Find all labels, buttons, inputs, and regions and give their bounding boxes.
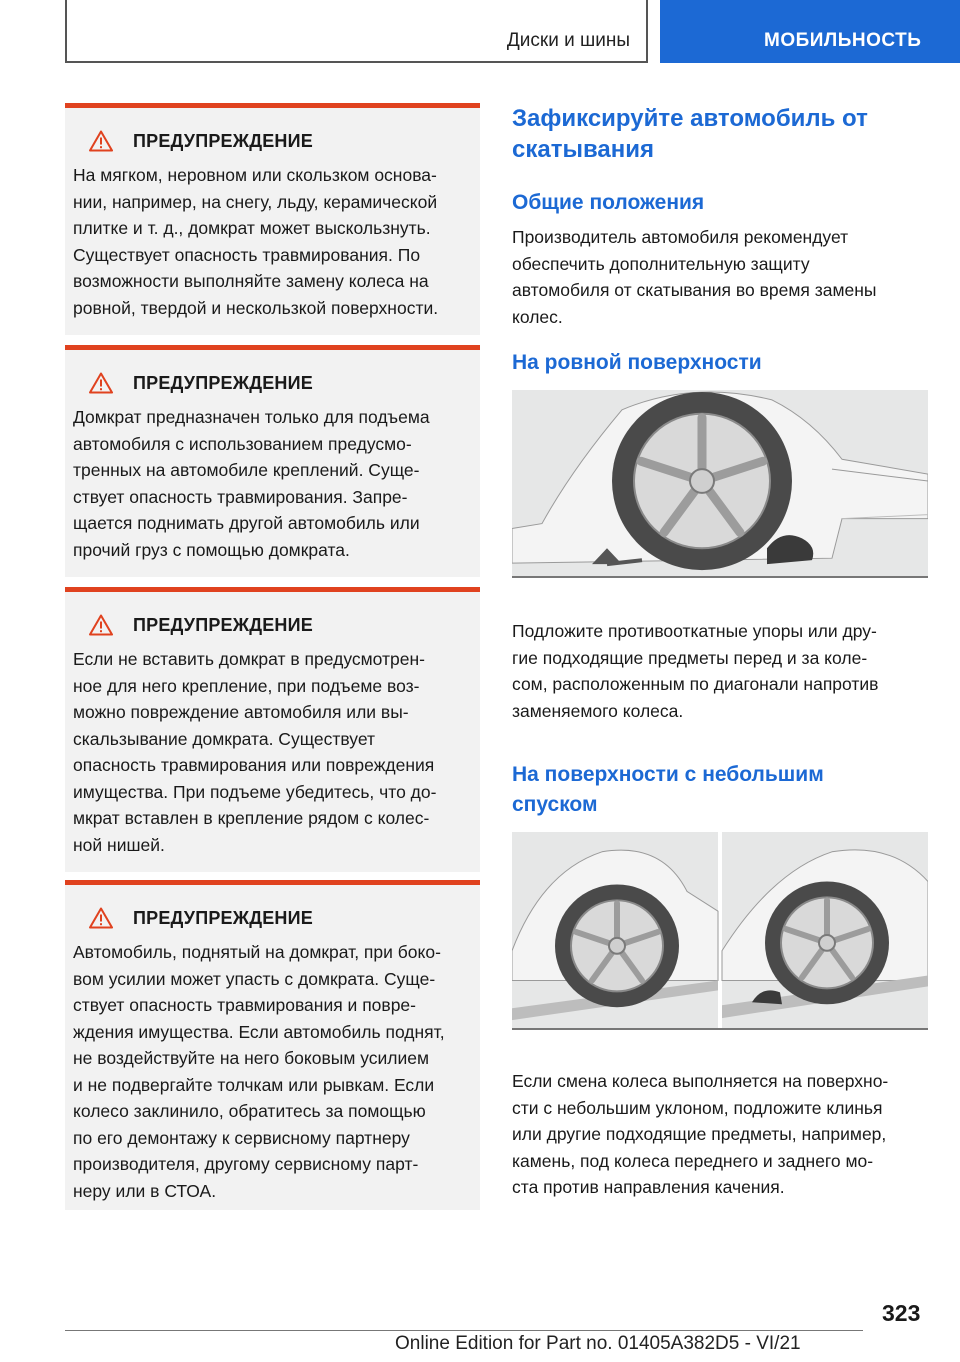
text-line: неру или в СТОА. <box>73 1180 217 1201</box>
slope-heading <box>512 760 932 820</box>
text-line: Если смена колеса выполняется на поверхно- <box>512 1071 889 1091</box>
text-line: тренных на автомобиле креплений. Суще- <box>73 460 420 480</box>
text-line: или другие подходящие предметы, например, <box>512 1124 887 1144</box>
header-chapter-tab <box>660 0 960 63</box>
heading-line: Зафиксируйте автомобиль от <box>512 105 868 132</box>
text-line: сом, расположенным по диагонали напротив <box>512 674 879 694</box>
warning-box-3 <box>65 587 480 872</box>
text-line: вом усилии может упасть с домкрата. Суще- <box>73 968 436 989</box>
text-line: нии, например, на снегу, льду, керамической <box>73 191 438 212</box>
text-line: плитке и т. д., домкрат может выскользнуть. <box>73 218 431 238</box>
warning-box-4 <box>65 880 480 1210</box>
warning-text <box>73 404 470 563</box>
warning-box-2 <box>65 345 480 577</box>
warning-triangle-icon <box>89 907 113 929</box>
text-line: по его демонтажу к сервисному партнеру <box>73 1127 410 1148</box>
text-line: ровной, твердой и нескользкой поверхности. <box>73 297 439 318</box>
text-line: автомобиля с использованием предусмо- <box>73 433 412 454</box>
text-line: ствует опасность травмирования и повре- <box>73 995 416 1015</box>
text-line: Если не вставить домкрат в предусмотрен- <box>73 649 425 669</box>
general-paragraph <box>512 224 932 330</box>
text-line: заменяемого колеса. <box>512 700 684 721</box>
warning-box-1 <box>65 103 480 335</box>
footer-edition: Online Edition for Part no. 01405A382D5 - VI/21 <box>395 1333 801 1354</box>
text-line: прочий груз с помощью домкрата. <box>73 539 350 560</box>
flat-surface-illustration <box>512 390 928 578</box>
warning-title: ПРЕДУПРЕЖДЕНИЕ <box>133 614 313 635</box>
header-section-label: Диски и шины <box>506 30 630 51</box>
text-line: Существует опасность травмирования. По <box>73 244 421 265</box>
text-line: На мягком, неровном или скользком основа- <box>73 165 437 185</box>
text-line: не воздействуйте на него боковым усилием <box>73 1048 430 1068</box>
text-line: ствует опасность травмирования. Запре- <box>73 486 408 507</box>
flat-surface-paragraph <box>512 618 932 724</box>
warning-triangle-icon <box>89 130 113 152</box>
slope-illustration <box>512 832 928 1030</box>
heading-line: На поверхности с небольшим <box>512 763 824 786</box>
text-line: Домкрат предназначен только для подъема <box>73 407 430 427</box>
header-section-tab <box>65 0 648 63</box>
warning-text <box>73 646 470 858</box>
text-line: камень, под колеса переднего и заднего мо- <box>512 1150 874 1171</box>
text-line: ждения имущества. Если автомобиль поднят, <box>73 1021 445 1042</box>
text-line: и не подвергайте толчкам или рывкам. Если <box>73 1074 435 1095</box>
text-line: Производитель автомобиля рекомендует <box>512 227 849 247</box>
flat-surface-heading: На ровной поверхности <box>512 351 762 374</box>
slope-paragraph <box>512 1068 932 1201</box>
warning-text <box>73 162 470 321</box>
header-chapter-label: МОБИЛЬНОСТЬ <box>764 30 922 51</box>
text-line: опасность травмирования или повреждения <box>73 755 435 775</box>
text-line: производителя, другому сервисному парт- <box>73 1154 419 1174</box>
text-line: мкрат вставлен в крепление рядом с колес- <box>73 808 430 828</box>
footer-divider <box>65 1330 863 1331</box>
page-number: 323 <box>882 1300 921 1326</box>
text-line: возможности выполняйте замену колеса на <box>73 271 429 291</box>
text-line: Автомобиль, поднятый на домкрат, при боко- <box>73 942 441 962</box>
warning-title: ПРЕДУПРЕЖДЕНИЕ <box>133 907 313 928</box>
text-line: имущества. При подъеме убедитесь, что до- <box>73 781 437 802</box>
text-line: ное для него крепление, при подъеме воз- <box>73 675 420 696</box>
general-heading: Общие положения <box>512 191 705 214</box>
heading-line: спуском <box>512 793 598 816</box>
text-line: ста против направления качения. <box>512 1177 785 1197</box>
warning-title: ПРЕДУПРЕЖДЕНИЕ <box>133 372 313 393</box>
warning-triangle-icon <box>89 614 113 636</box>
warning-title: ПРЕДУПРЕЖДЕНИЕ <box>133 130 313 151</box>
text-line: можно повреждение автомобиля или вы- <box>73 702 409 722</box>
text-line: сти с небольшим уклоном, подложите клинья <box>512 1097 883 1118</box>
text-line: обеспечить дополнительную защиту <box>512 253 810 274</box>
text-line: колес. <box>512 306 563 327</box>
text-line: автомобиля от скатывания во время замены <box>512 280 877 300</box>
text-line: Подложите противооткатные упоры или дру- <box>512 621 877 641</box>
text-line: ной нишей. <box>73 834 165 855</box>
section-heading <box>512 103 932 165</box>
text-line: щается поднимать другой автомобиль или <box>73 513 420 533</box>
warning-text <box>73 939 470 1204</box>
text-line: гие подходящие предметы перед и за коле- <box>512 647 868 668</box>
text-line: колесо заклинило, обратитесь за помощью <box>73 1101 426 1121</box>
warning-triangle-icon <box>89 372 113 394</box>
heading-line: скатывания <box>512 136 654 163</box>
text-line: скальзывание домкрата. Существует <box>73 728 376 749</box>
